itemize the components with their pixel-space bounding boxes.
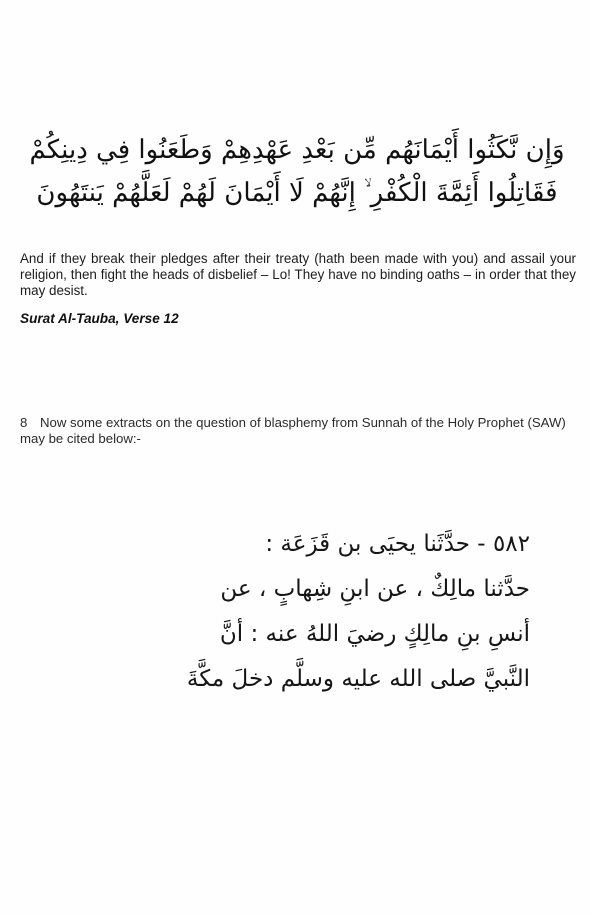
- hadith-line-3: أنسِ بنِ مالِكٍ رضيَ اللهُ عنه : أنَّ: [219, 621, 530, 647]
- paragraph-text: Now some extracts on the question of blasphemy from Sunnah of the Holy Prophet (SAW) may be cited below:-: [20, 415, 566, 446]
- hadith-line-1: ٥٨٢ - حدَّثَنا يحيَى بن قَزَعَة :: [265, 531, 530, 557]
- verse-citation: Surat Al-Tauba, Verse 12: [20, 311, 179, 326]
- verse-translation: And if they break their pledges after their treaty (hath been made with you) and assail your religion, then fight the heads of disbelief – Lo! They have no binding oaths – in order that they may desist.: [20, 251, 576, 298]
- paragraph-number: 8: [20, 415, 28, 430]
- quran-verse-line-1: وَإِن نَّكَثُوا أَيْمَانَهُم مِّن بَعْدِ عَهْدِهِمْ وَطَعَنُوا فِي دِينِكُمْ: [29, 135, 565, 165]
- hadith-line-2: حدَّثنا مالِكٌ ، عن ابنِ شِهابٍ ، عن: [220, 576, 530, 602]
- quran-verse-line-2: فَقَاتِلُوا أَئِمَّةَ الْكُفْرِ ۙ إِنَّهُمْ لَا أَيْمَانَ لَهُمْ لَعَلَّهُمْ يَنتَهُونَ: [36, 178, 558, 208]
- hadith-line-4: النَّبيَّ صلى الله عليه وسلَّم دخلَ مكَّةَ: [186, 666, 530, 692]
- paragraph-8: [20, 415, 576, 447]
